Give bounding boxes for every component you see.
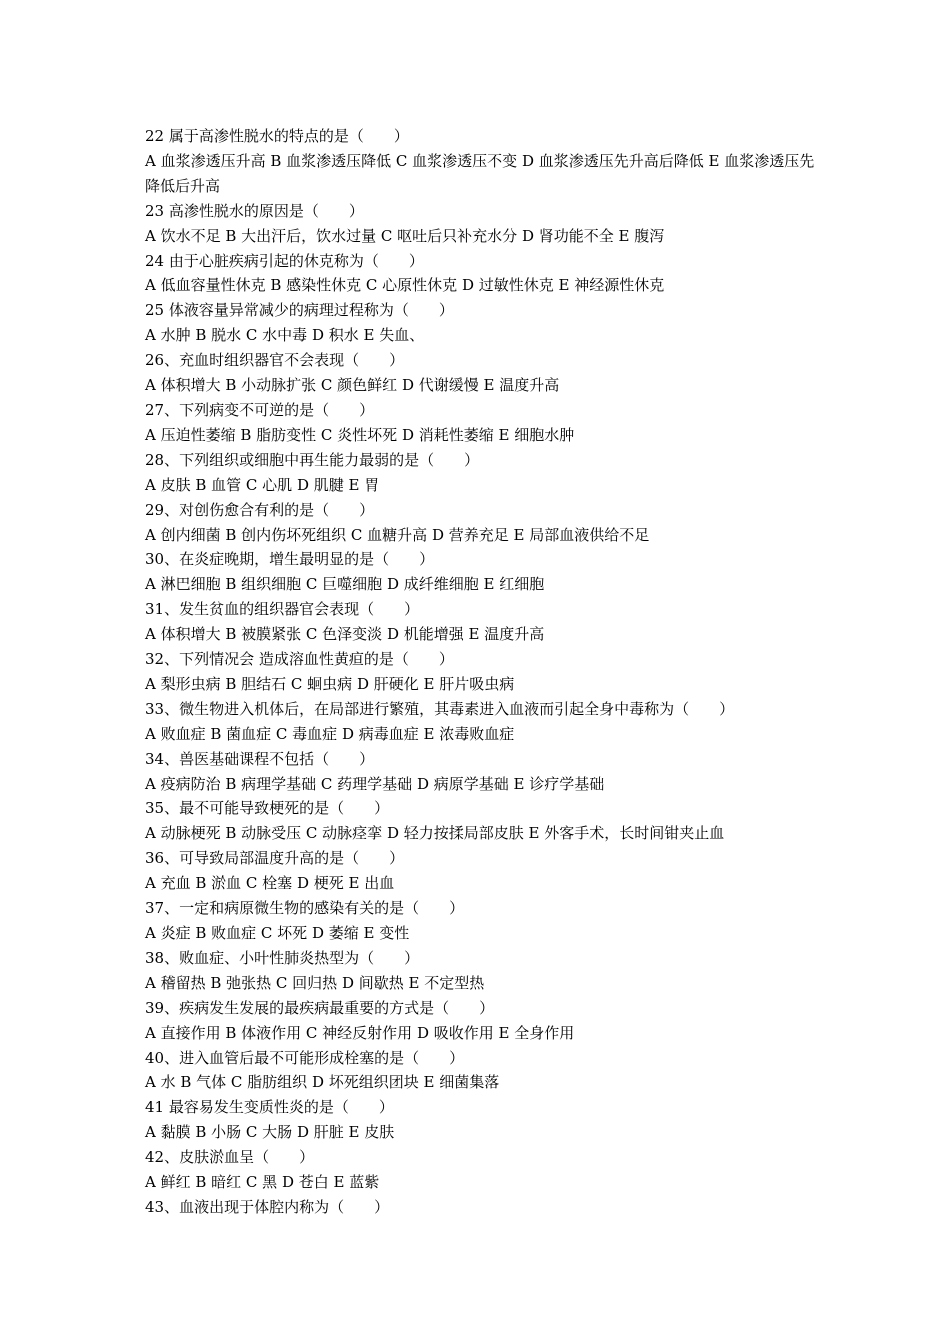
options-38: A 稽留热 B 弛张热 C 回归热 D 间歇热 E 不定型热 (145, 973, 485, 992)
options-32: A 梨形虫病 B 胆结石 C 蛔虫病 D 肝硬化 E 肝片吸虫病 (145, 674, 515, 693)
question-38: 38、败血症、小叶性肺炎热型为（ ） (145, 948, 420, 967)
question-22: 22 属于高渗性脱水的特点的是（ ） (145, 127, 409, 145)
question-29: 29、对创伤愈合有利的是（ ） (145, 500, 375, 519)
options-22: A 血浆渗透压升高 B 血浆渗透压降低 C 血浆渗透压不变 D 血浆渗透压先升高后降低 E 血浆渗透压先降低后升高 (145, 151, 815, 195)
question-28: 28、下列组织或细胞中再生能力最弱的是（ ） (145, 450, 480, 469)
question-24: 24 由于心脏疾病引起的休克称为（ ） (145, 251, 424, 270)
question-25: 25 体液容量异常减少的病理过程称为（ ） (145, 301, 454, 320)
question-30: 30、在炎症晚期，增生最明显的是（ ） (145, 550, 435, 569)
options-39: A 直接作用 B 体液作用 C 神经反射作用 D 吸收作用 E 全身作用 (145, 1023, 575, 1042)
options-23: A 饮水不足 B 大出汗后，饮水过量 C 呕吐后只补充水分 D 肾功能不全 E 腹泻 (145, 226, 665, 245)
options-28: A 皮肤 B 血管 C 心肌 D 肌腱 E 胃 (145, 475, 380, 494)
options-34: A 疫病防治 B 病理学基础 C 药理学基础 D 病原学基础 E 诊疗学基础 (145, 774, 605, 793)
options-27: A 压迫性萎缩 B 脂肪变性 C 炎性坏死 D 消耗性萎缩 E 细胞水肿 (145, 425, 575, 444)
question-43: 43、血液出现于体腔内称为（ ） (145, 1197, 390, 1216)
options-30: A 淋巴细胞 B 组织细胞 C 巨噬细胞 D 成纤维细胞 E 红细胞 (145, 575, 545, 594)
question-37: 37、一定和病原微生物的感染有关的是（ ） (145, 899, 465, 918)
options-24: A 低血容量性休克 B 感染性休克 C 心原性休克 D 过敏性休克 E 神经源性休克 (145, 276, 665, 295)
options-25: A 水肿 B 脱水 C 水中毒 D 积水 E 失血、 (145, 326, 425, 345)
question-36: 36、可导致局部温度升高的是（ ） (145, 849, 405, 868)
options-36: A 充血 B 淤血 C 栓塞 D 梗死 E 出血 (145, 874, 395, 893)
options-26: A 体积增大 B 小动脉扩张 C 颜色鲜红 D 代谢缓慢 E 温度升高 (145, 376, 560, 395)
question-27: 27、下列病变不可逆的是（ ） (145, 400, 375, 419)
options-31: A 体积增大 B 被膜紧张 C 色泽变淡 D 机能增强 E 温度升高 (145, 625, 545, 644)
question-41: 41 最容易发生变质性炎的是（ ） (145, 1098, 394, 1117)
question-23: 23 高渗性脱水的原因是（ ） (145, 201, 364, 220)
question-32: 32、下列情况会 造成溶血性黄疸的是（ ） (145, 650, 454, 669)
question-33: 33、微生物进入机体后，在局部进行繁殖，其毒素进入血液而引起全身中毒称为（ ） (145, 699, 735, 718)
document-page (145, 124, 820, 1220)
options-29: A 创内细菌 B 创内伤坏死组织 C 血糖升高 D 营养充足 E 局部血液供给不足 (145, 525, 650, 544)
options-41: A 黏膜 B 小肠 C 大肠 D 肝脏 E 皮肤 (145, 1123, 395, 1142)
question-40: 40、进入血管后最不可能形成栓塞的是（ ） (145, 1048, 465, 1067)
options-42: A 鲜红 B 暗红 C 黑 D 苍白 E 蓝紫 (145, 1173, 380, 1192)
question-35: 35、最不可能导致梗死的是（ ） (145, 799, 390, 818)
question-34: 34、兽医基础课程不包括（ ） (145, 749, 375, 768)
question-42: 42、皮肤淤血呈（ ） (145, 1148, 315, 1167)
options-37: A 炎症 B 败血症 C 坏死 D 萎缩 E 变性 (145, 924, 410, 942)
options-33: A 败血症 B 菌血症 C 毒血症 D 病毒血症 E 浓毒败血症 (145, 724, 515, 743)
question-26: 26、充血时组织器官不会表现（ ） (145, 351, 405, 370)
question-39: 39、疾病发生发展的最疾病最重要的方式是（ ） (145, 998, 495, 1017)
options-40: A 水 B 气体 C 脂肪组织 D 坏死组织团块 E 细菌集落 (145, 1073, 500, 1092)
options-35: A 动脉梗死 B 动脉受压 C 动脉痉挛 D 轻力按揉局部皮肤 E 外客手术，长时间钳夹止血 (145, 824, 725, 843)
question-31: 31、发生贫血的组织器官会表现（ ） (145, 600, 420, 619)
